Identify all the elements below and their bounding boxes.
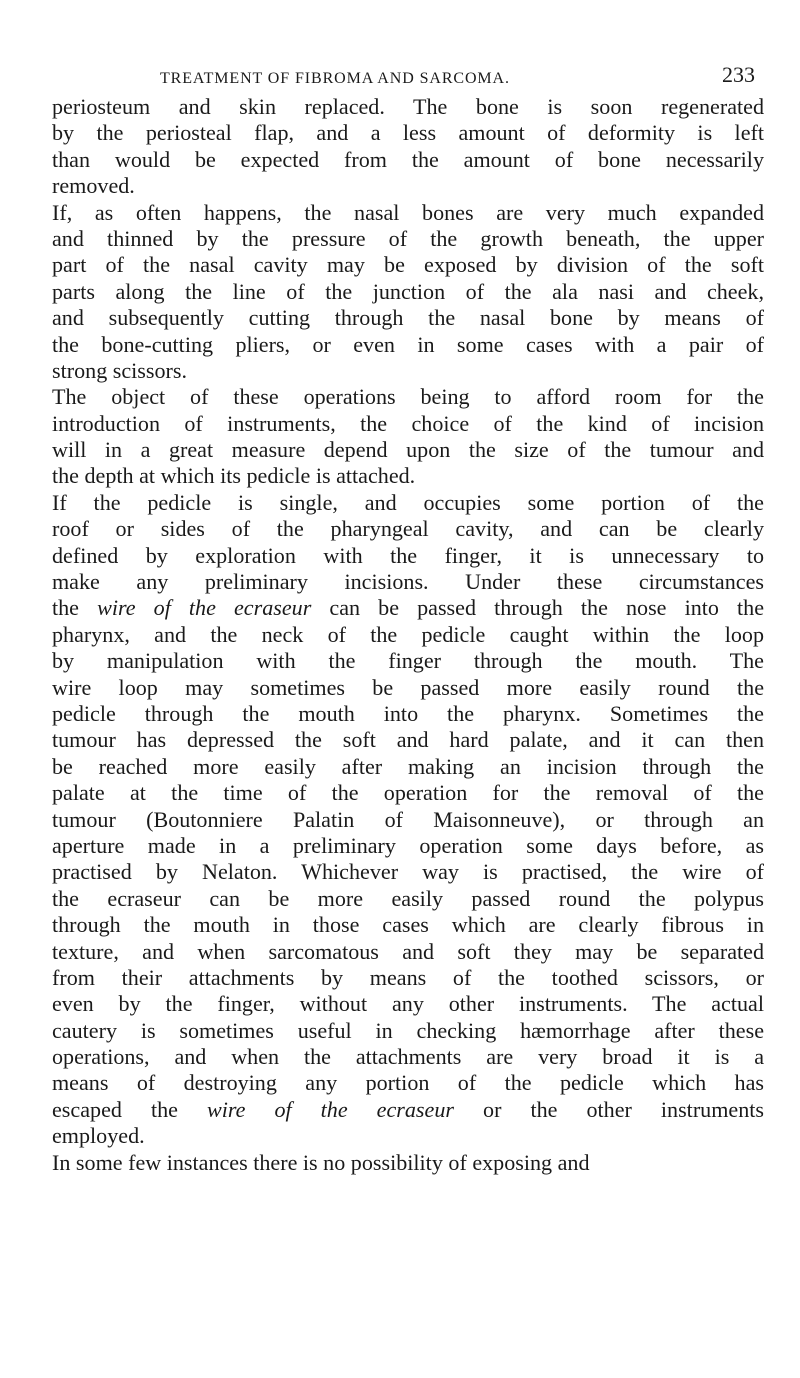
- text-line: than would be expected from the amount of bone necessarily: [52, 146, 764, 172]
- text-line: If the pedicle is single, and occupies some portion of the: [52, 489, 764, 515]
- text-line: pedicle through the mouth into the pharynx. Sometimes the: [52, 700, 764, 726]
- text-line: strong scissors.: [52, 357, 188, 383]
- text-line: part of the nasal cavity may be exposed by division of the soft: [52, 252, 764, 278]
- page-number: 233: [722, 62, 755, 87]
- body-text: [52, 94, 764, 1176]
- text-line: make any preliminary incisions. Under these circumstances: [52, 569, 764, 595]
- text-line: parts along the line of the junction of the ala nasi and cheek,: [52, 278, 764, 304]
- text-line: from their attachments by means of the toothed scissors, or: [52, 964, 764, 990]
- text-line: means of destroying any portion of the pedicle which has: [52, 1070, 764, 1096]
- italic-term: wire of the ecraseur: [97, 595, 312, 621]
- text-line: roof or sides of the pharyngeal cavity, and can be clearly: [52, 516, 764, 542]
- text-line: palate at the time of the operation for the removal of the: [52, 780, 764, 806]
- text-line: and subsequently cutting through the nasal bone by means of: [52, 305, 764, 331]
- text-line: aperture made in a preliminary operation some days before, as: [52, 832, 764, 858]
- text-line: be reached more easily after making an incision through the: [52, 753, 764, 779]
- text-line: even by the finger, without any other instruments. The actual: [52, 991, 764, 1017]
- text-line: escaped the wire of the ecraseur or the other instruments: [52, 1096, 764, 1122]
- text-line: texture, and when sarcomatous and soft they may be separated: [52, 938, 764, 964]
- text-line: operations, and when the attachments are very broad it is a: [52, 1044, 764, 1070]
- text-line: wire loop may sometimes be passed more easily round the: [52, 674, 764, 700]
- text-line: removed.: [52, 173, 135, 199]
- text-line: periosteum and skin replaced. The bone is soon regenerated: [52, 94, 764, 119]
- text-line: the depth at which its pedicle is attached.: [52, 463, 416, 489]
- text-line: by the periosteal flap, and a less amount of deformity is left: [52, 120, 764, 146]
- text-line: employed.: [52, 1123, 145, 1149]
- text-line: by manipulation with the finger through the mouth. The: [52, 648, 764, 674]
- text-line: the ecraseur can be more easily passed round the polypus: [52, 885, 764, 911]
- text-line: In some few instances there is no possibility of exposing and: [52, 1149, 590, 1175]
- text-line: defined by exploration with the finger, it is unnecessary to: [52, 542, 764, 568]
- paragraph: [52, 94, 764, 200]
- text-line: cautery is sometimes useful in checking hæmorrhage after these: [52, 1017, 764, 1043]
- text-line: and thinned by the pressure of the growth beneath, the upper: [52, 225, 764, 251]
- text-line: If, as often happens, the nasal bones are very much expanded: [52, 199, 764, 225]
- text-line: through the mouth in those cases which are clearly fibrous in: [52, 912, 764, 938]
- text-line: pharynx, and the neck of the pedicle caught within the loop: [52, 621, 764, 647]
- running-head: TREATMENT OF FIBROMA AND SARCOMA.: [160, 70, 510, 87]
- paragraph: [52, 384, 764, 490]
- text-line: tumour (Boutonniere Palatin of Maisonneuve), or through an: [52, 806, 764, 832]
- text-line: practised by Nelaton. Whichever way is practised, the wire of: [52, 859, 764, 885]
- text-line: will in a great measure depend upon the size of the tumour and: [52, 437, 764, 463]
- text-line: tumour has depressed the soft and hard palate, and it can then: [52, 727, 764, 753]
- italic-term: wire of the ecraseur: [206, 1096, 454, 1122]
- text-line: the bone-cutting pliers, or even in some cases with a pair of: [52, 331, 764, 357]
- text-line: The object of these operations being to afford room for the: [52, 384, 764, 410]
- paragraph: [52, 1150, 764, 1176]
- paragraph: [52, 490, 764, 1150]
- text-line: the wire of the ecraseur can be passed through the nose into the: [52, 595, 765, 621]
- text-line: introduction of instruments, the choice of the kind of incision: [52, 410, 764, 436]
- paragraph: [52, 200, 764, 385]
